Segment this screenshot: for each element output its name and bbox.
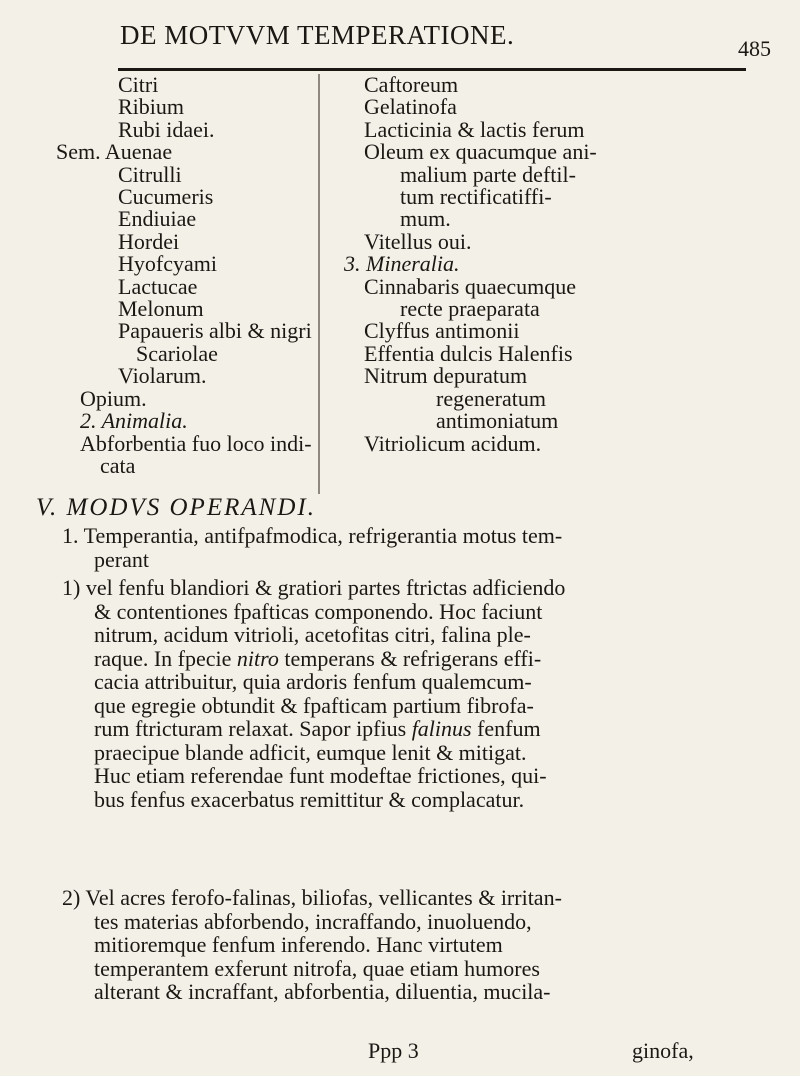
right-line: antimoniatum (436, 408, 559, 434)
italic-term-falinus: falinus (411, 716, 472, 741)
paragraph-line: praecipue blande adficit, eumque lenit & mitigat. (94, 739, 527, 765)
paragraph-line: bus fenfus exacerbatus remittitur & complacatur. (94, 786, 525, 812)
paragraph-line: temperantem exferunt nitrofa, quae etiam humores (94, 955, 540, 981)
right-line: Vitriolicum acidum. (364, 430, 542, 456)
left-line: Rubi idaei. (118, 116, 215, 142)
paragraph-line (62, 647, 565, 671)
right-line: Gelatinofa (364, 94, 457, 120)
left-line: Papaueris albi & nigri (118, 318, 312, 344)
right-line: malium parte deftil- (400, 161, 576, 187)
right-line: Oleum ex quacumque ani- (364, 139, 597, 165)
paragraph-line: cacia attribuitur, quia ardoris fenfum qualemcum- (94, 669, 532, 694)
paragraph-line: que egregie obtundit & fpafticam partium fibrofa- (94, 692, 534, 718)
right-line: Nitrum depuratum (364, 363, 528, 389)
right-line: Lacticinia & lactis ferum (364, 116, 585, 142)
paragraph-line: Huc etiam referendae funt modeftae frictiones, qui- (94, 763, 547, 788)
italic-term-nitro: nitro (236, 645, 279, 671)
left-line: Hordei (118, 228, 180, 254)
paragraph-line: mitioremque fenfum inferendo. Hanc virtutem (94, 932, 503, 957)
paragraph-line: 2) Vel acres ferofo-falinas, biliofas, vellicantes & irritan- (62, 885, 562, 910)
right-subheading: 3. Mineralia. (344, 251, 460, 277)
left-line: Citri (118, 72, 159, 97)
paragraph-line: tes materias abforbendo, incraffando, inuoluendo, (94, 908, 532, 934)
left-line: Cucumeris (118, 184, 214, 210)
paragraph-line: & contentiones fpafticas componendo. Hoc faciunt (94, 598, 543, 624)
right-line: Cinnabaris quaecumque (364, 273, 576, 299)
right-line: tum rectificatiffi- (400, 184, 552, 210)
right-line: recte praeparata (400, 296, 540, 322)
paragraph-line: alterant & incraffant, abforbentia, diluentia, mucila- (94, 979, 551, 1004)
right-line: regeneratum (436, 385, 546, 411)
header-rule (118, 68, 746, 71)
text-run: raque. In fpecie (94, 645, 237, 671)
left-line: Sem. Auenae (56, 139, 173, 165)
left-line: Abforbentia fuo loco indi- (80, 430, 312, 456)
paragraph-3 (62, 886, 562, 1004)
left-line: Melonum (118, 296, 204, 322)
right-column (340, 74, 750, 455)
column-divider (318, 74, 320, 494)
left-line: Endiuiae (118, 206, 197, 232)
signature-mark: Ppp 3 (368, 1038, 419, 1063)
running-title: DE MOTVVM TEMPERATIONE. (120, 20, 515, 50)
left-line: Hyofcyami (118, 251, 217, 277)
paragraph-line: nitrum, acidum vitrioli, acetofitas citri, falina ple- (94, 622, 531, 647)
text-run: temperans & refrigerans effi- (278, 645, 542, 671)
right-line: Effentia dulcis Halenfis (364, 340, 573, 366)
right-line: mum. (400, 206, 451, 232)
left-column (56, 74, 316, 477)
left-subheading: 2. Animalia. (80, 408, 188, 434)
page-number: 485 (738, 36, 771, 61)
left-line: Scariolae (136, 340, 218, 366)
left-line: Violarum. (118, 363, 207, 389)
left-line: Opium. (80, 385, 147, 411)
paragraph-line: perant (94, 546, 149, 572)
right-line: Caftoreum (364, 72, 459, 97)
paragraph-1 (62, 524, 562, 571)
left-line: cata (100, 452, 136, 478)
right-line: Clyffus antimonii (364, 318, 520, 344)
paragraph-line (62, 717, 565, 741)
text-run: fenfum (471, 716, 541, 741)
left-line: Ribium (118, 94, 185, 120)
paragraph-line: 1. Temperantia, antifpafmodica, refrigerantia motus tem- (62, 523, 563, 548)
left-line: Citrulli (118, 161, 182, 187)
left-line: Lactucae (118, 273, 198, 299)
catchword: ginofa, (632, 1038, 694, 1063)
section-heading: V. MODVS OPERANDI. (36, 494, 316, 521)
paragraph-2 (62, 576, 565, 811)
text-run: rum ftricturam relaxat. Sapor ipfius (94, 716, 412, 741)
paragraph-line: 1) vel fenfu blandiori & gratiori partes ftrictas adficiendo (62, 575, 566, 600)
right-line: Vitellus oui. (364, 228, 472, 254)
